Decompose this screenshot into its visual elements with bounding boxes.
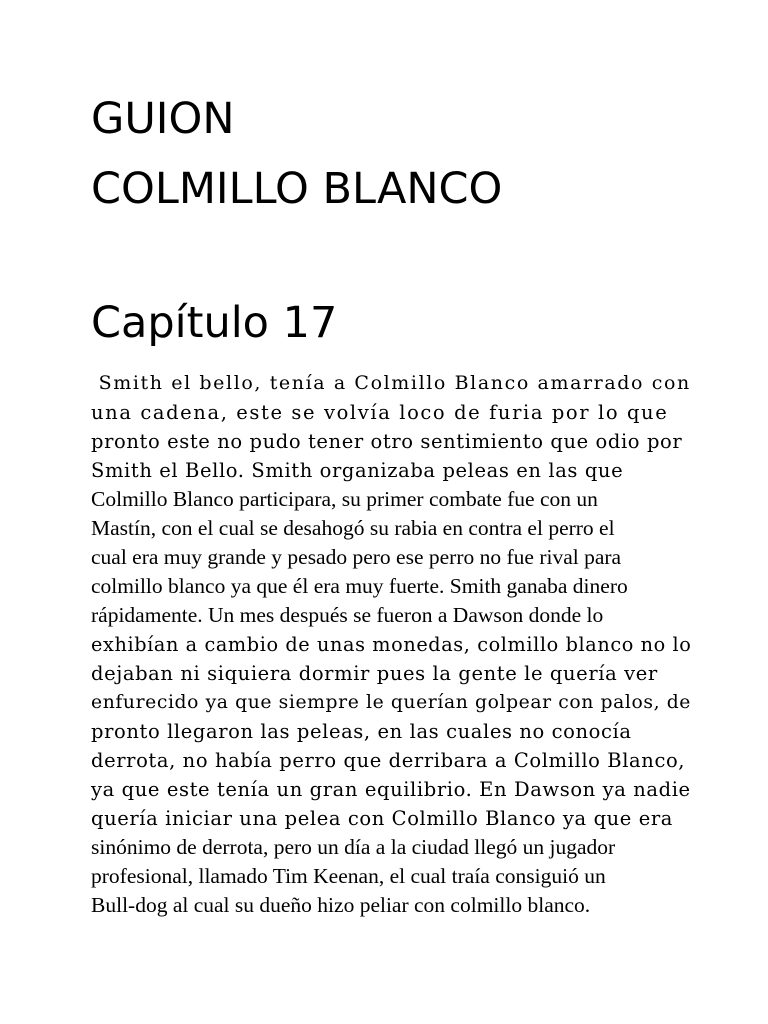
body-line: ya que este tenía un gran equilibrio. En Dawson ya nadie: [91, 778, 691, 801]
body-line: Colmillo Blanco participara, su primer combate fue con un: [91, 487, 598, 511]
body-line: profesional, llamado Tim Keenan, el cual traía consiguió un: [91, 864, 606, 888]
body-line: Mastín, con el cual se desahogó su rabia en contra el perro el: [91, 516, 615, 540]
body-line: Smith el Bello. Smith organizaba peleas en las que: [91, 459, 624, 482]
body-line: pronto este no pudo tener otro sentimiento que odio por: [91, 430, 683, 453]
document-title-line-2: COLMILLO BLANCO: [91, 164, 503, 214]
body-line: una cadena, este se volvía loco de furia por lo que: [91, 401, 669, 424]
body-line: quería iniciar una pelea con Colmillo Blanco ya que era: [91, 807, 674, 830]
body-line: derrota, no había perro que derribara a Colmillo Blanco,: [91, 749, 686, 772]
body-line: colmillo blanco ya que él era muy fuerte. Smith ganaba dinero: [91, 574, 628, 598]
body-line: cual era muy grande y pesado pero ese perro no fue rival para: [91, 545, 622, 569]
body-line: Bull-dog al cual su dueño hizo peliar con colmillo blanco.: [91, 893, 591, 917]
document-title-line-1: GUION: [91, 94, 235, 144]
body-line: dejaban ni siquiera dormir pues la gente le quería ver: [91, 662, 658, 685]
chapter-body-text: [91, 369, 691, 920]
body-line: enfurecido ya que siempre le querían golpear con palos, de: [91, 692, 692, 713]
body-line: pronto llegaron las peleas, en las cuales no conocía: [91, 720, 632, 743]
chapter-heading: Capítulo 17: [91, 298, 338, 348]
body-line: Smith el bello, tenía a Colmillo Blanco amarrado con: [91, 372, 691, 394]
body-line: sinónimo de derrota, pero un día a la ciudad llegó un jugador: [91, 835, 616, 859]
body-line: rápidamente. Un mes después se fueron a Dawson donde lo: [91, 603, 604, 627]
body-line: exhibían a cambio de unas monedas, colmillo blanco no lo: [91, 633, 692, 656]
